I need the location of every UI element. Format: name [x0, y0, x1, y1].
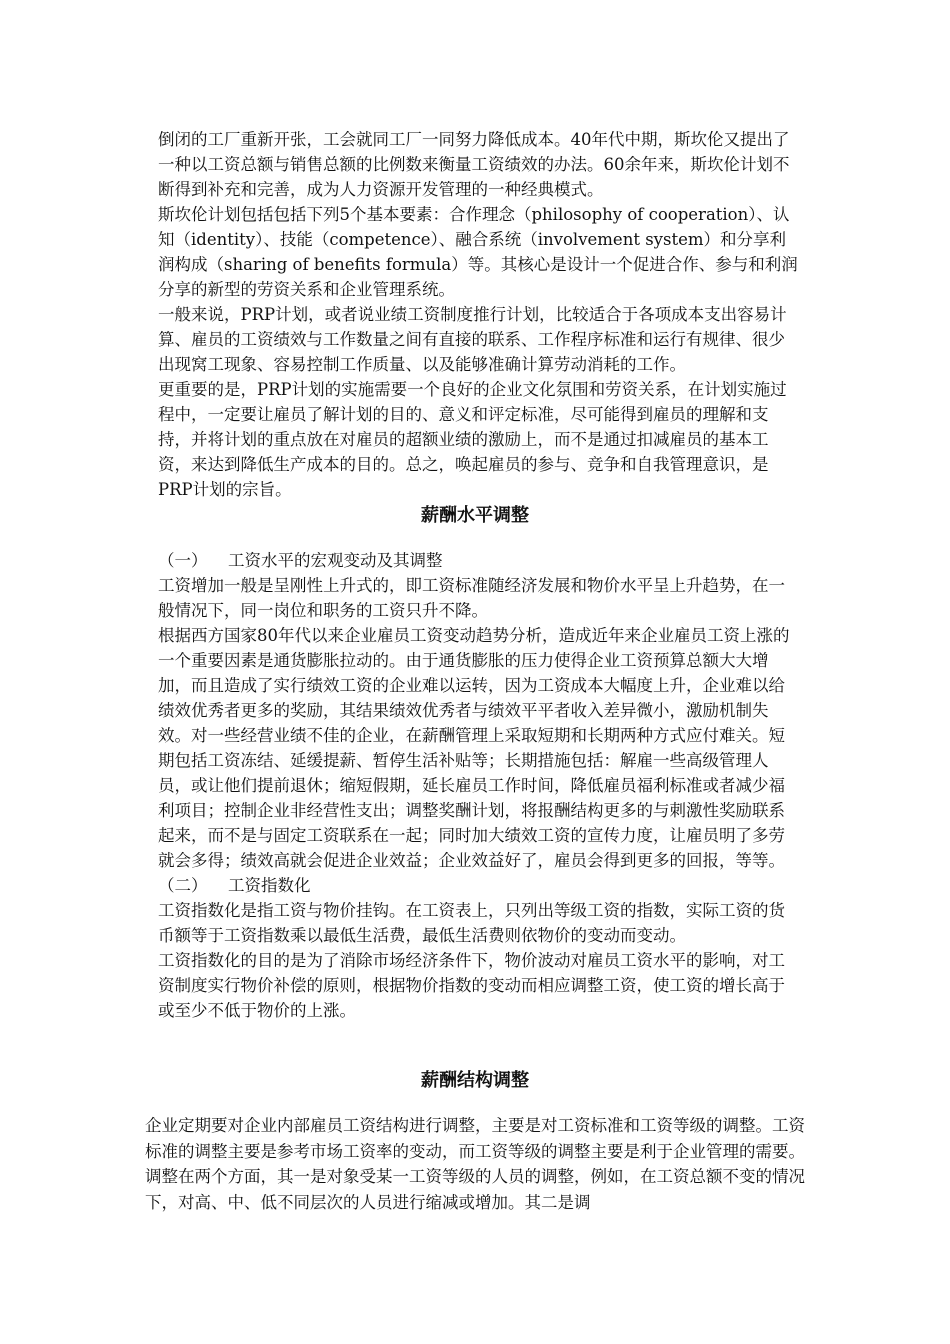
subheading-macro-change: [158, 548, 798, 573]
salary-level-section: [158, 548, 798, 1023]
paragraph-prp-importance: 更重要的是，PRP计划的实施需要一个良好的企业文化氛围和劳资关系，在计划实施过程中，一定要让雇员了解计划的目的、意义和评定标准，尽可能得到雇员的理解和支持，并将计划的重点放在对雇员的超额业绩的激励上，而不是通过扣减雇员的基本工资，来达到降低生产成本的目的。总之，唤起雇员的参与、竞争和自我管理意识，是PRP计划的宗旨。: [158, 380, 787, 499]
subheading-number: （一）: [158, 551, 208, 570]
paragraph-wage-rigidity: 工资增加一般是呈刚性上升式的，即工资标准随经济发展和物价水平呈上升趋势，在一般情况下，同一岗位和职务的工资只升不降。: [158, 576, 785, 620]
salary-structure-section: [145, 1113, 805, 1215]
paragraph-inflation-analysis: 根据西方国家80年代以来企业雇员工资变动趋势分析，造成近年来企业雇员工资上涨的一个重要因素是通货膨胀拉动的。由于通货膨胀的压力使得企业工资预算总额大大增加，而且造成了实行绩效工资的企业难以运转，因为工资成本大幅度上升，企业难以给绩效优秀者更多的奖励，其结果绩效优秀者与绩效平平者收入差异微小，激励机制失效。对一些经营业绩不佳的企业，在薪酬管理上采取短期和长期两种方式应付难关。短期包括工资冻结、延缓提薪、暂停生活补贴等；长期措施包括：解雇一些高级管理人员，或让他们提前退休；缩短假期，延长雇员工作时间，降低雇员福利标准或者减少福利项目；控制企业非经营性支出；调整奖酬计划，将报酬结构更多的与刺激性奖励联系起来，而不是与固定工资联系在一起；同时加大绩效工资的宣传力度，让雇员明了多劳就会多得；绩效高就会促进企业效益；企业效益好了，雇员会得到更多的回报，等等。: [158, 626, 790, 870]
upper-body-text: [158, 127, 798, 502]
subheading-number: （二）: [158, 876, 208, 895]
section-heading-salary-level: 薪酬水平调整: [421, 505, 529, 526]
paragraph-structure-adjustment: 企业定期要对企业内部雇员工资结构进行调整，主要是对工资标准和工资等级的调整。工资标准的调整主要是参考市场工资率的变动，而工资等级的调整主要是利于企业管理的需要。调整在两个方面，其一是对象受某一工资等级的人员的调整，例如，在工资总额不变的情况下，对高、中、低不同层次的人员进行缩减或增加。其二是调: [145, 1116, 805, 1212]
paragraph-scanlon-elements: 斯坎伦计划包括包括下列5个基本要素：合作理念（philosophy of cooperation）、认知（identity）、技能（competence）、融合系统（involvement system）和分享利润构成（sharing of benefits formula）等。其核心是设计一个促进合作、参与和利润分享的新型的劳资关系和企业管理系统。: [158, 205, 798, 299]
paragraph-indexation-definition: 工资指数化是指工资与物价挂钩。在工资表上，只列出等级工资的指数，实际工资的货币额等于工资指数乘以最低生活费，最低生活费则依物价的变动而变动。: [158, 901, 785, 945]
paragraph-indexation-purpose: 工资指数化的目的是为了消除市场经济条件下，物价波动对雇员工资水平的影响，对工资制度实行物价补偿的原则，根据物价指数的变动而相应调整工资，使工资的增长高于或至少不低于物价的上涨。: [158, 951, 785, 1020]
paragraph-scanlon-history: 倒闭的工厂重新开张，工会就同工厂一同努力降低成本。40年代中期，斯坎伦又提出了一种以工资总额与销售总额的比例数来衡量工资绩效的办法。60余年来，斯坎伦计划不断得到补充和完善，成为人力资源开发管理的一种经典模式。: [158, 130, 790, 199]
subheading-title: 工资指数化: [228, 876, 311, 895]
subheading-wage-indexation: [158, 873, 798, 898]
section-heading-salary-structure: 薪酬结构调整: [421, 1070, 529, 1091]
subheading-title: 工资水平的宏观变动及其调整: [228, 551, 443, 570]
paragraph-prp-suitability: 一般来说，PRP计划，或者说业绩工资制度推行计划，比较适合于各项成本支出容易计算、雇员的工资绩效与工作数量之间有直接的联系、工作程序标准和运行有规律、很少出现窝工现象、容易控制工作质量、以及能够准确计算劳动消耗的工作。: [158, 305, 787, 374]
